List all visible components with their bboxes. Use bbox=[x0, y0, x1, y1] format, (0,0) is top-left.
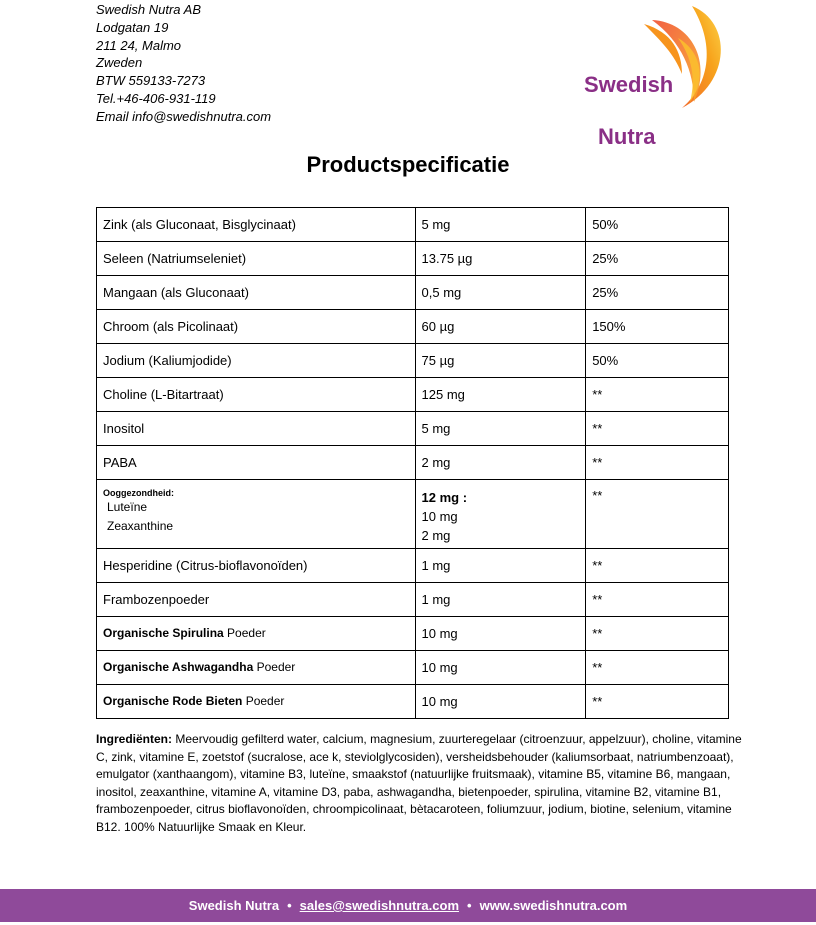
table-row bbox=[97, 685, 729, 719]
nutrient-ri: 50% bbox=[586, 344, 729, 378]
eye-health-amounts bbox=[415, 480, 586, 549]
nutrient-amount: 5 mg bbox=[415, 208, 586, 242]
nutrient-amount: 5 mg bbox=[415, 412, 586, 446]
nutrient-amount: 10 mg bbox=[415, 617, 586, 651]
nutrient-ri: 150% bbox=[586, 310, 729, 344]
table-row bbox=[97, 242, 729, 276]
table-row bbox=[97, 276, 729, 310]
company-phone: Tel.+46-406-931-119 bbox=[96, 90, 216, 106]
ingredients-paragraph bbox=[96, 731, 746, 837]
nutrient-name: Jodium (Kaliumjodide) bbox=[97, 344, 416, 378]
nutrient-name-bold: Organische Ashwagandha bbox=[103, 660, 254, 674]
table-row bbox=[97, 549, 729, 583]
nutrient-ri: ** bbox=[586, 412, 729, 446]
logo-line-2: Nutra bbox=[598, 124, 656, 149]
nutrient-ri: ** bbox=[586, 378, 729, 412]
nutrient-ri: ** bbox=[586, 446, 729, 480]
table-row bbox=[97, 446, 729, 480]
nutrient-amount: 1 mg bbox=[415, 549, 586, 583]
table-row bbox=[97, 617, 729, 651]
nutrient-ri: 50% bbox=[586, 208, 729, 242]
ingredients-text: Meervoudig gefilterd water, calcium, magnesium, zuurteregelaar (citroenzuur, appelzuur), choline, vitamine C, zink, vitamine E, zoetstof (sucralose, ace k, steviolglycosiden), versheidsbehouder (kaliumsorbaat, natriumbenzoaat), emulgator (xanthaangom), vitamine B3, luteïne, smaakstof (natuurlijke fruitsmaak), vitamine B5, vitamine B6, mangaan, inositol, zeaxanthine, vitamine A, vitamine D3, paba, ashwagandha, bietenpoeder, spirulina, vitamine B2, vitamine B1, frambozenpoeder, citrus bioflavonoïden, chroompicolinaat, bètacaroteen, foliumzuur, jodium, biotine, selenium, vitamine B12. 100% Natuurlijke Smaak en Kleur. bbox=[96, 732, 742, 834]
nutrient-name bbox=[97, 685, 416, 719]
company-street: Lodgatan 19 bbox=[96, 19, 169, 35]
company-email: Email info@swedishnutra.com bbox=[96, 108, 272, 124]
nutrient-amount: 10 mg bbox=[415, 685, 586, 719]
nutrient-ri: ** bbox=[586, 617, 729, 651]
company-address bbox=[96, 1, 271, 126]
nutrient-ri: ** bbox=[586, 651, 729, 685]
nutrient-name-rest: Poeder bbox=[223, 626, 266, 640]
nutrient-amount: 75 µg bbox=[415, 344, 586, 378]
nutrient-ri: ** bbox=[586, 685, 729, 719]
footer-email-link[interactable]: sales@swedishnutra.com bbox=[299, 898, 460, 913]
specification-table bbox=[96, 207, 729, 719]
nutrient-name bbox=[97, 651, 416, 685]
nutrient-name: Chroom (als Picolinaat) bbox=[97, 310, 416, 344]
nutrient-amount: 10 mg bbox=[415, 651, 586, 685]
nutrient-name-bold: Organische Rode Bieten bbox=[103, 694, 243, 708]
nutrient-name: Mangaan (als Gluconaat) bbox=[97, 276, 416, 310]
table-row bbox=[97, 583, 729, 617]
nutrient-name: Inositol bbox=[97, 412, 416, 446]
eye-health-sub-1: Luteïne bbox=[107, 500, 148, 514]
logo-line-1: Swedish bbox=[584, 72, 674, 97]
company-postal: 211 24, Malmo bbox=[96, 37, 182, 53]
nutrient-name: Choline (L-Bitartraat) bbox=[97, 378, 416, 412]
nutrient-name-rest: Poeder bbox=[242, 694, 285, 708]
nutrient-ri: ** bbox=[586, 549, 729, 583]
nutrient-amount: 13.75 µg bbox=[415, 242, 586, 276]
footer-bar bbox=[0, 889, 816, 922]
nutrient-name: Seleen (Natriumseleniet) bbox=[97, 242, 416, 276]
page-title: Productspecificatie bbox=[306, 152, 510, 177]
nutrient-ri: 25% bbox=[586, 276, 729, 310]
table-row bbox=[97, 344, 729, 378]
nutrient-amount: 0,5 mg bbox=[415, 276, 586, 310]
eye-health-total: 12 mg : bbox=[421, 490, 468, 505]
eye-health-cell bbox=[97, 480, 416, 549]
table-row bbox=[97, 651, 729, 685]
table-row bbox=[97, 378, 729, 412]
footer-brand: Swedish Nutra bbox=[188, 898, 280, 913]
nutrient-amount: 60 µg bbox=[415, 310, 586, 344]
eye-health-amount-2: 2 mg bbox=[421, 528, 451, 543]
nutrient-amount: 1 mg bbox=[415, 583, 586, 617]
nutrient-name: Frambozenpoeder bbox=[97, 583, 416, 617]
table-row bbox=[97, 310, 729, 344]
nutrient-amount: 125 mg bbox=[415, 378, 586, 412]
eye-health-sub-2: Zeaxanthine bbox=[107, 519, 174, 533]
swedish-nutra-logo bbox=[582, 2, 732, 149]
eye-health-ri: ** bbox=[586, 480, 729, 549]
eye-health-heading: Ooggezondheid: bbox=[103, 488, 174, 498]
eye-health-amount-1: 10 mg bbox=[421, 509, 458, 524]
table-row-eye-health bbox=[97, 480, 729, 549]
nutrient-ri: ** bbox=[586, 583, 729, 617]
footer-separator: • bbox=[467, 898, 472, 913]
company-country: Zweden bbox=[96, 55, 143, 71]
ingredients-label: Ingrediënten: bbox=[96, 732, 173, 746]
nutrient-name: Zink (als Gluconaat, Bisglycinaat) bbox=[97, 208, 416, 242]
table-row bbox=[97, 208, 729, 242]
nutrient-name-bold: Organische Spirulina bbox=[103, 626, 224, 640]
table-row bbox=[97, 412, 729, 446]
nutrient-name-rest: Poeder bbox=[253, 660, 296, 674]
nutrient-name: PABA bbox=[97, 446, 416, 480]
nutrient-name: Hesperidine (Citrus-bioflavonoïden) bbox=[97, 549, 416, 583]
nutrient-amount: 2 mg bbox=[415, 446, 586, 480]
nutrient-ri: 25% bbox=[586, 242, 729, 276]
company-vat: BTW 559133-7273 bbox=[96, 73, 206, 89]
footer-website[interactable]: www.swedishnutra.com bbox=[479, 898, 628, 913]
footer-separator: • bbox=[287, 898, 292, 913]
nutrient-name bbox=[97, 617, 416, 651]
company-name: Swedish Nutra AB bbox=[96, 2, 202, 17]
